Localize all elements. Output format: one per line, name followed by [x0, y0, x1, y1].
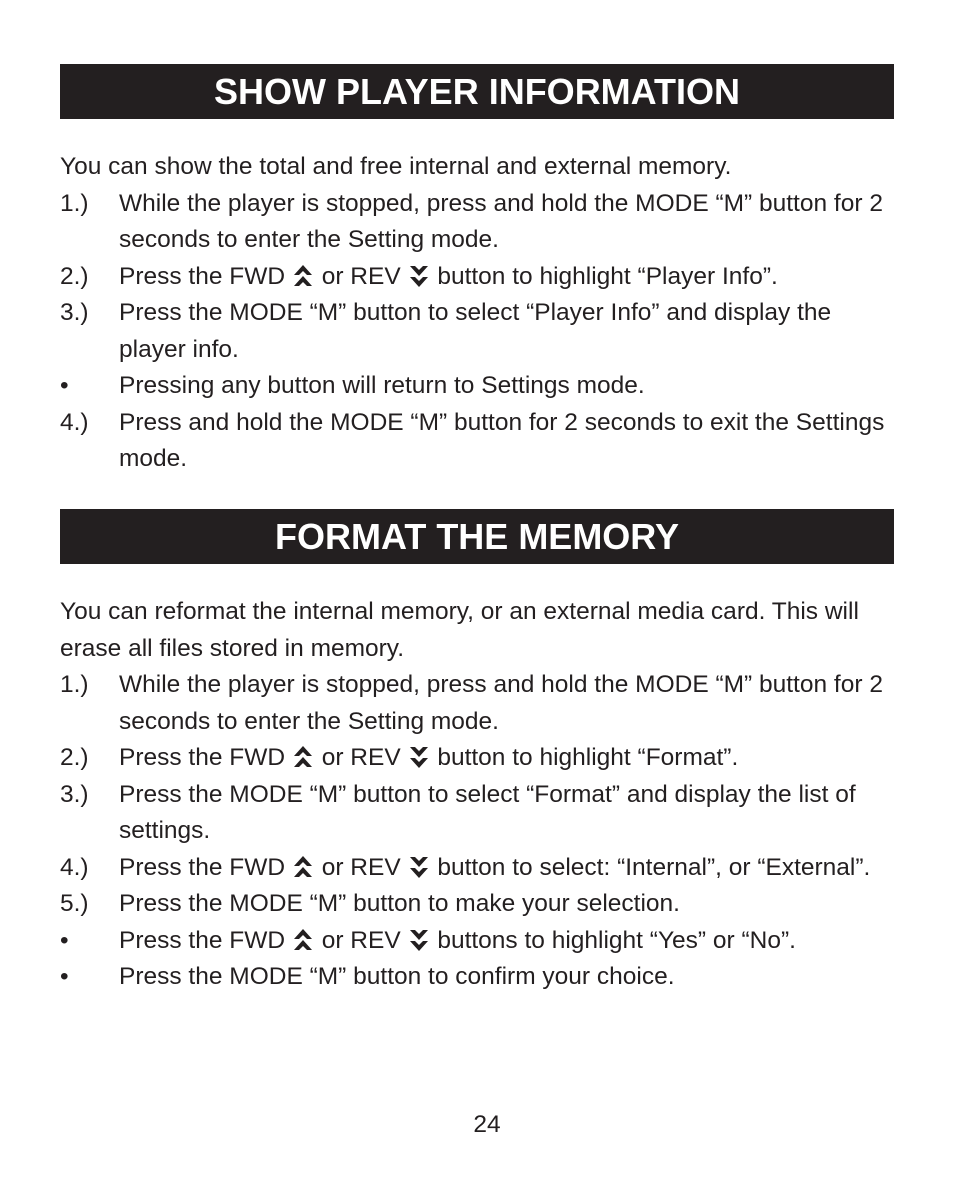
list-item [60, 923, 900, 960]
list-item-text-middle: or REV [321, 926, 401, 954]
list-marker: • [60, 926, 69, 954]
list-item-text-after: button to select: “Internal”, or “External”. [437, 853, 871, 881]
list-item [60, 295, 900, 368]
list-marker: 2.) [60, 744, 89, 771]
list-marker: 1.) [60, 671, 89, 698]
list-item-text-before: Press the FWD [119, 744, 286, 771]
list-item [60, 740, 900, 777]
list-marker: 4.) [60, 408, 89, 436]
list-item-text-before: Press the FWD [119, 853, 286, 881]
list-marker: 3.) [60, 299, 89, 326]
list-item [60, 186, 900, 259]
list-item [60, 405, 900, 478]
section-title-format-the-memory: FORMAT THE MEMORY [60, 509, 894, 564]
list-item-text: Press and hold the MODE “M” button for 2 seconds to exit the Settings mode. [119, 408, 885, 472]
list-item [60, 886, 900, 923]
intro-paragraph: You can reformat the internal memory, or an external media card. This will erase all files stored in memory. [60, 598, 859, 662]
list-item [60, 850, 900, 887]
list-item-text-middle: or REV [321, 262, 401, 290]
double-chevron-up-icon [293, 928, 313, 952]
list-item-text-after: buttons to highlight “Yes” or “No”. [437, 926, 796, 954]
section-body-format-the-memory [60, 594, 900, 996]
double-chevron-down-icon [409, 264, 429, 288]
list-item-text-after: button to highlight “Format”. [437, 744, 739, 771]
list-marker: 5.) [60, 890, 89, 917]
list-item-text: Press the MODE “M” button to select “Format” and display the list of settings. [119, 780, 856, 844]
list-item-text: Press the MODE “M” button to select “Player Info” and display the player info. [119, 299, 832, 363]
list-marker: • [60, 372, 69, 399]
section-title-show-player-information: SHOW PLAYER INFORMATION [60, 64, 894, 119]
page-number: 24 [473, 1111, 501, 1138]
list-marker: 4.) [60, 853, 89, 881]
list-item [60, 368, 900, 405]
list-marker: 1.) [60, 189, 89, 217]
list-item-text-middle: or REV [321, 744, 401, 771]
list-item-text: Press the MODE “M” button to make your selection. [119, 890, 680, 917]
intro-paragraph: You can show the total and free internal and external memory. [60, 153, 732, 180]
double-chevron-down-icon [409, 745, 429, 769]
list-marker: 2.) [60, 262, 89, 290]
list-item [60, 777, 900, 850]
list-item-text: Press the MODE “M” button to confirm your choice. [119, 963, 675, 990]
double-chevron-up-icon [293, 745, 313, 769]
double-chevron-up-icon [293, 264, 313, 288]
list-item-text-after: button to highlight “Player Info”. [437, 262, 778, 290]
list-item-text: Pressing any button will return to Settings mode. [119, 372, 645, 399]
list-item-text-before: Press the FWD [119, 926, 286, 954]
double-chevron-up-icon [293, 855, 313, 879]
list-item [60, 959, 900, 996]
list-marker: 3.) [60, 780, 89, 808]
list-item [60, 667, 900, 740]
list-item-text: While the player is stopped, press and hold the MODE “M” button for 2 seconds to enter the Setting mode. [119, 671, 883, 735]
double-chevron-down-icon [409, 928, 429, 952]
list-item-text-middle: or REV [321, 853, 401, 881]
section-body-show-player-information [60, 149, 900, 478]
list-item-text-before: Press the FWD [119, 262, 286, 290]
list-item-text: While the player is stopped, press and hold the MODE “M” button for 2 seconds to enter the Setting mode. [119, 189, 883, 253]
list-item [60, 259, 900, 296]
double-chevron-down-icon [409, 855, 429, 879]
list-marker: • [60, 963, 69, 990]
